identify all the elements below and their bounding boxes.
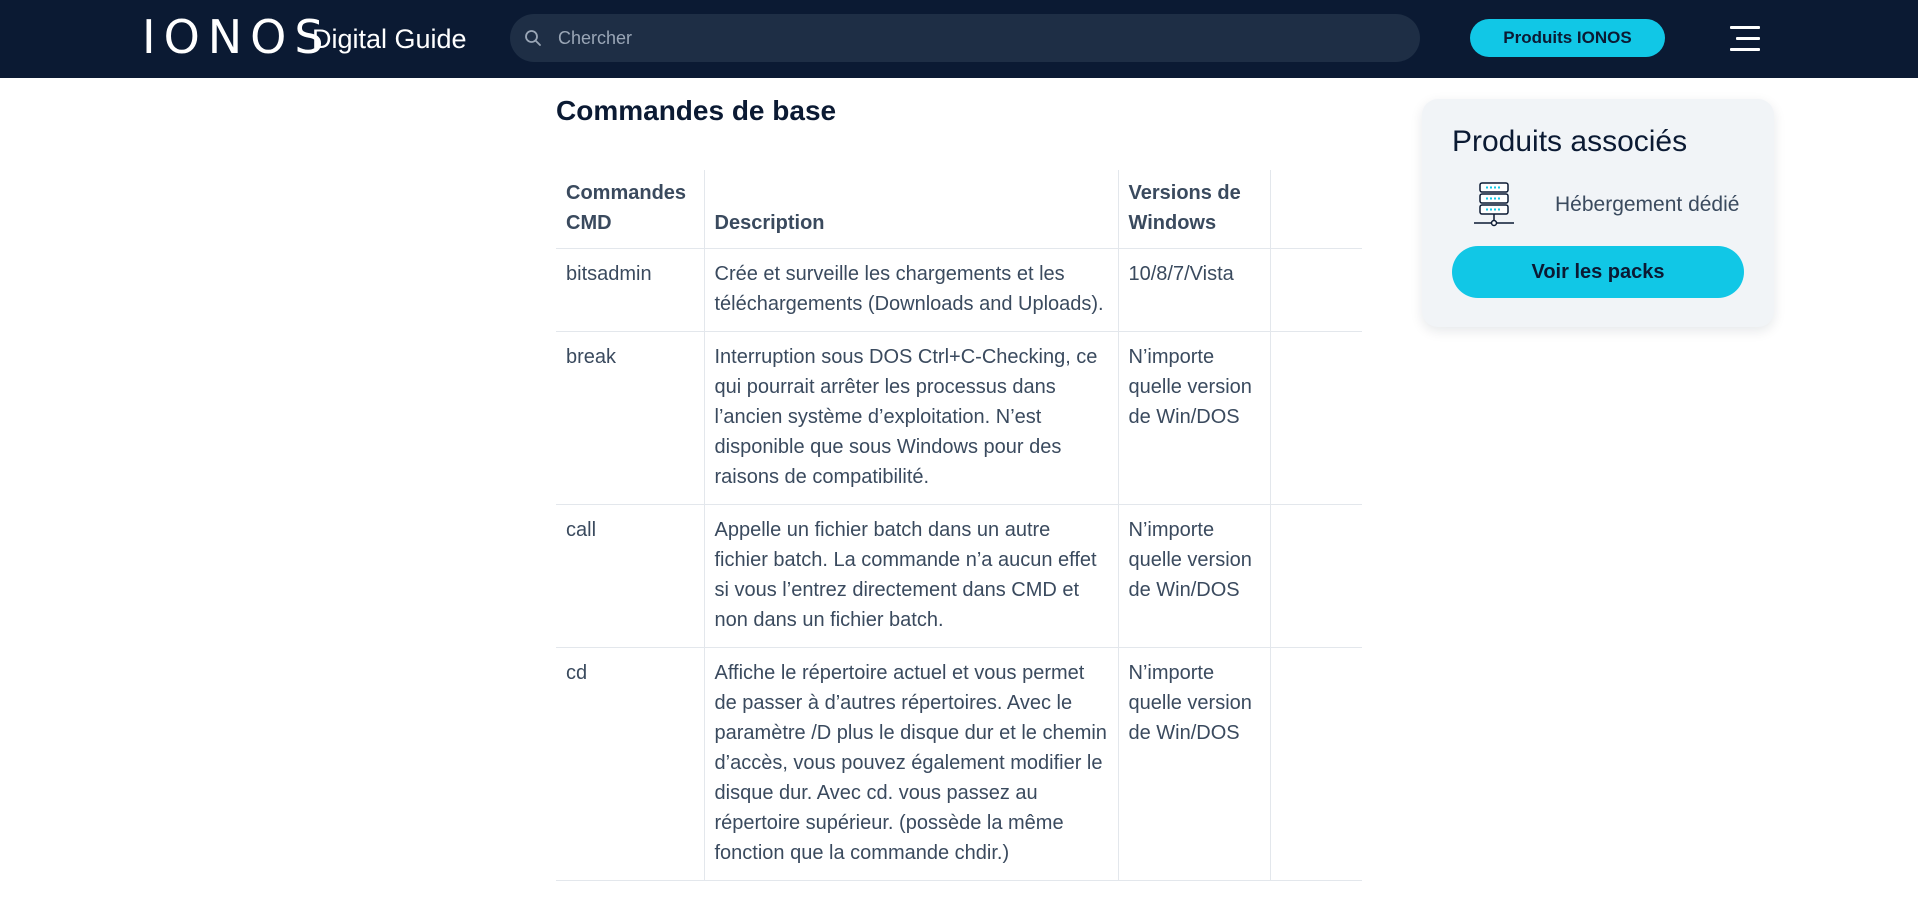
table-header-row: [556, 170, 1362, 249]
section-title: Commandes de base: [556, 95, 837, 126]
description-cell: Affiche le répertoire actuel et vous permet de passer à d’autres répertoires. Avec le paramètre /D plus le disque dur et le chemin d’accès, vous pouvez également modifier le disque dur. Avec cd. vous passez au répertoire supérieur. (possède la même fonction que la commande chdir.): [704, 648, 1118, 881]
extra-cell: [1270, 332, 1362, 505]
command-cell: cd: [556, 648, 704, 881]
description-cell: Appelle un fichier batch dans un autre fichier batch. La commande n’a aucun effet si vous l’entrez directement dans CMD et non dans un fichier batch.: [704, 505, 1118, 648]
command-cell: call: [556, 505, 704, 648]
view-packs-button[interactable]: Voir les packs: [1452, 246, 1744, 298]
column-header-description: Description: [704, 170, 1118, 249]
table-row: [556, 648, 1362, 881]
related-products-title: Produits associés: [1452, 125, 1688, 158]
ionos-logo[interactable]: IONOS: [142, 10, 332, 64]
site-name[interactable]: Digital Guide: [312, 24, 467, 54]
table-row: [556, 332, 1362, 505]
search-bar[interactable]: [510, 14, 1420, 62]
versions-cell: N’importe quelle version de Win/DOS: [1118, 332, 1270, 505]
server-icon: [1472, 181, 1516, 227]
versions-cell: N’importe quelle version de Win/DOS: [1118, 648, 1270, 881]
products-ionos-button[interactable]: Produits IONOS: [1470, 19, 1665, 57]
search-input[interactable]: [558, 28, 1398, 49]
column-header-extra: [1270, 170, 1362, 249]
table-row: [556, 249, 1362, 332]
hamburger-menu-icon[interactable]: [1726, 24, 1760, 54]
description-cell: Crée et surveille les chargements et les téléchargements (Downloads and Uploads).: [704, 249, 1118, 332]
command-cell: break: [556, 332, 704, 505]
related-products-card: [1422, 99, 1774, 327]
description-cell: Interruption sous DOS Ctrl+C-Checking, ce qui pourrait arrêter les processus dans l’ancien système d’exploitation. N’est disponible que sous Windows pour des raisons de compatibilité.: [704, 332, 1118, 505]
versions-cell: 10/8/7/Vista: [1118, 249, 1270, 332]
table-row: [556, 505, 1362, 648]
top-navigation-bar: [0, 0, 1918, 78]
column-header-versions: Versions de Windows: [1118, 170, 1270, 249]
extra-cell: [1270, 249, 1362, 332]
dedicated-hosting-link[interactable]: Hébergement dédié: [1555, 193, 1740, 216]
extra-cell: [1270, 648, 1362, 881]
commands-table: [556, 170, 1362, 881]
extra-cell: [1270, 505, 1362, 648]
search-icon: [524, 29, 542, 47]
column-header-commands: Commandes CMD: [556, 170, 704, 249]
versions-cell: N’importe quelle version de Win/DOS: [1118, 505, 1270, 648]
command-cell: bitsadmin: [556, 249, 704, 332]
